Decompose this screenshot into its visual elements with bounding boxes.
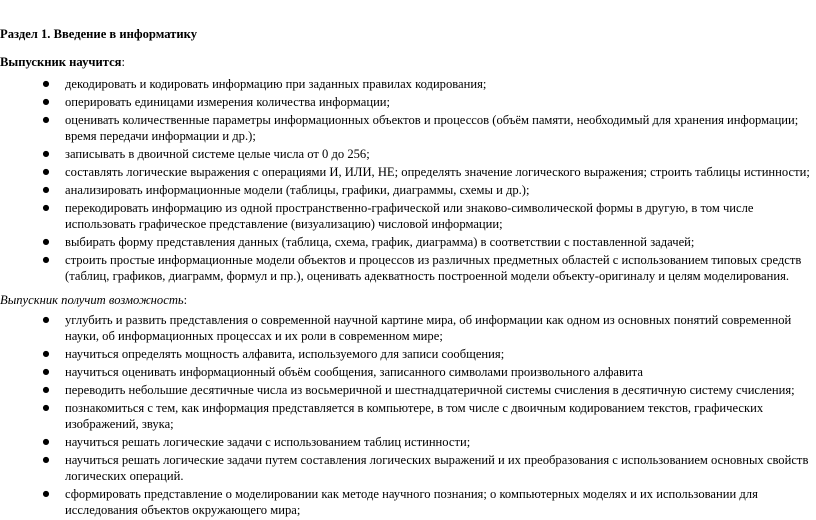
list-item-text: оперировать единицами измерения количества информации; [65,95,391,109]
list-item [0,434,816,450]
bullet-icon: ● [42,437,50,446]
list-item-text: научиться решать логические задачи с использованием таблиц истинности; [65,435,471,449]
learn-heading-line [0,54,125,70]
bullet-icon: ● [42,185,50,194]
list-item [0,112,816,144]
list-item-text: научиться оценивать информационный объём сообщения, записанного символами произвольного алфавита [65,365,643,379]
list-item [0,312,816,344]
bullet-icon: ● [42,403,50,412]
list-item-text: анализировать информационные модели (таблицы, графики, диаграммы, схемы и др.); [65,183,530,197]
bullet-icon: ● [42,115,50,124]
list-item [0,364,816,380]
bullet-icon: ● [42,315,50,324]
bullet-icon: ● [42,97,50,106]
list-item [0,252,816,284]
bullet-icon: ● [42,455,50,464]
list-item-text: сформировать представление о моделировании как методе научного познания; о компьютерных моделях и их использовании для исследования объектов окружающего мира; [65,487,758,517]
list-item [0,182,816,198]
list-item-text: декодировать и кодировать информацию при заданных правилах кодирования; [65,77,487,91]
list-item [0,400,816,432]
list-item [0,146,816,162]
bullet-icon: ● [42,167,50,176]
list-item-text: переводить небольшие десятичные числа из восьмеричной и шестнадцатеричной системы счисления в десятичную систему счисления; [65,383,795,397]
list-item-text: познакомиться с тем, как информация представляется в компьютере, в том числе с двоичным кодированием текстов, графических изображений, звука; [65,401,764,431]
bullet-icon: ● [42,489,50,498]
list-item-text: перекодировать информацию из одной пространственно-графической или знаково-символической формы в другую, в том числе использовать графическое представление (визуализацию) числовой информации; [65,201,754,231]
list-item-text: записывать в двоичной системе целые числа от 0 до 256; [65,147,370,161]
list-item [0,452,816,484]
bullet-icon: ● [42,349,50,358]
list-item [0,346,816,362]
bullet-icon: ● [42,203,50,212]
opportunity-heading-line [0,292,187,308]
learn-heading: Выпускник научится [0,55,122,69]
learn-list [0,76,816,286]
opportunity-list [0,312,816,520]
list-item [0,76,816,92]
section-title: Раздел 1. Введение в информатику [0,27,197,41]
list-item [0,94,816,110]
learn-heading-colon: : [121,55,125,69]
list-item [0,234,816,250]
bullet-icon: ● [42,255,50,264]
list-item [0,164,816,180]
bullet-icon: ● [42,385,50,394]
bullet-icon: ● [42,237,50,246]
list-item-text: выбирать форму представления данных (таблица, схема, график, диаграмма) в соответствии с поставленной задачей; [65,235,695,249]
list-item-text: строить простые информационные модели объектов и процессов из различных предметных областей с использованием типовых средств (таблиц, графиков, диаграмм, формул и пр.), оценивать адекватность построенной модели объекту-оригиналу и целям моделирования. [65,253,802,283]
bullet-icon: ● [42,149,50,158]
bullet-icon: ● [42,79,50,88]
list-item [0,486,816,518]
list-item-text: углубить и развить представления о современной научной картине мира, об информации как одном из основных понятий современной науки, об информационных процессах и их роли в современном мире; [65,313,792,343]
list-item [0,382,816,398]
bullet-icon: ● [42,367,50,376]
list-item-text: научиться определять мощность алфавита, используемого для записи сообщения; [65,347,505,361]
list-item [0,200,816,232]
opportunity-heading-colon: : [183,293,188,307]
list-item-text: оценивать количественные параметры информационных объектов и процессов (объём памяти, необходимый для хранения информации; время передачи информации и др.); [65,113,799,143]
opportunity-heading: Выпускник получит возможность [0,293,184,307]
list-item-text: составлять логические выражения с операциями И, ИЛИ, НЕ; определять значение логического выражения; строить таблицы истинности; [65,165,810,179]
list-item-text: научиться решать логические задачи путем составления логических выражений и их преобразования с использованием основных свойств логических операций. [65,453,809,483]
